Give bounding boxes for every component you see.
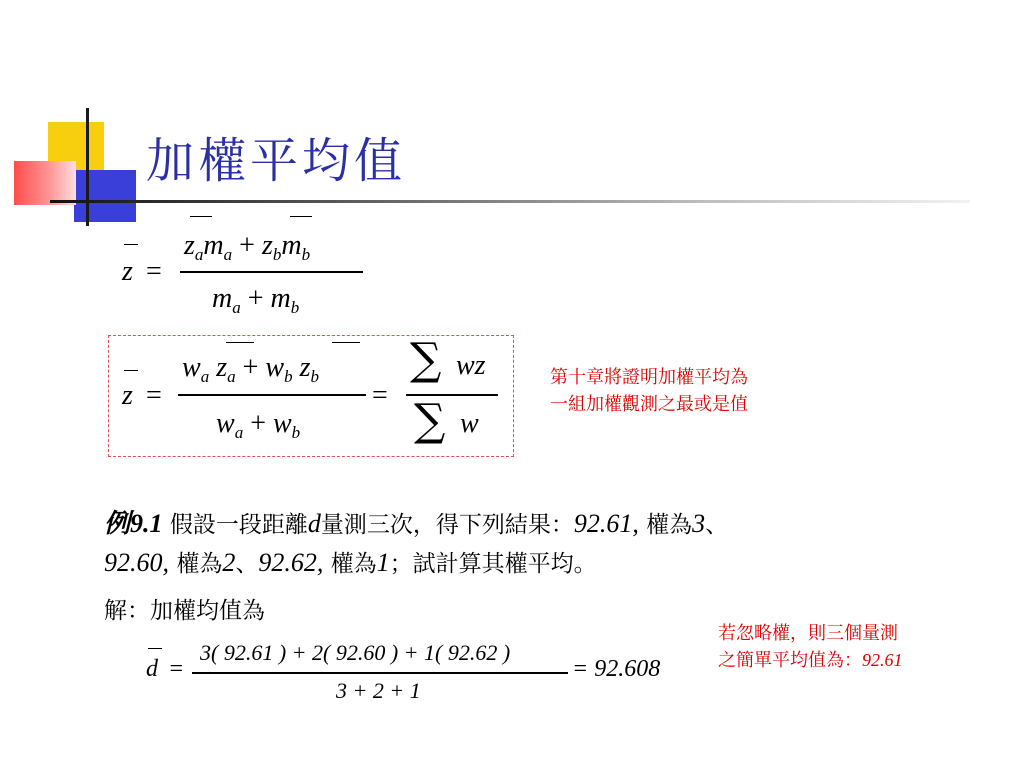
note-line: 一組加權觀測之最或是值: [550, 394, 748, 415]
sum-denominator: w: [460, 408, 479, 439]
solution-numerator: 3( 92.61 ) + 2( 92.60 ) + 1( 92.62 ): [200, 640, 511, 665]
slide-title: 加權平均值: [146, 133, 407, 189]
formula2-eq2: =: [372, 380, 388, 411]
example-label: 例9.1: [104, 509, 163, 538]
overbar: [124, 370, 138, 371]
solution-denominator: 3 + 2 + 1: [336, 678, 421, 703]
example-line-2: 92.60, 權為2、92.62, 權為1；試計算其權平均。: [104, 548, 597, 577]
solution-eq: =: [168, 656, 185, 682]
formula2-denominator: $w_a + w_b$: [216, 408, 301, 442]
note-theorem: [550, 364, 748, 418]
example-line-1: 例9.1 假設一段距離d量測三次，得下列結果：92.61, 權為3、: [104, 509, 729, 538]
overbar: [148, 648, 162, 649]
formula2-numerator: $w_a$ $z_a + w_b$ $z_b$: [182, 352, 319, 386]
solution-lhs: d: [146, 656, 158, 682]
note-line: 第十章將證明加權平均為: [550, 367, 748, 388]
decor-vertical-line: [86, 108, 89, 226]
formula1-denominator: $m_a + m_b$: [212, 283, 300, 317]
decor-red-square: [14, 161, 76, 205]
overbar: [190, 216, 212, 217]
decor-blue-square: [74, 170, 136, 222]
formula2-lhs: z: [122, 380, 133, 411]
formula1-eq: =: [146, 256, 162, 287]
solution-label: 解：加權均值為: [104, 598, 265, 624]
note-simple-average: [718, 620, 903, 674]
sum-numerator: wz: [456, 350, 486, 381]
overbar: [124, 244, 138, 245]
fraction-line: [180, 271, 363, 273]
formula1-lhs: z: [122, 256, 133, 287]
fraction-line: [192, 672, 568, 674]
overbar: [226, 342, 254, 343]
note-line: 若忽略權，則三個量測: [718, 623, 898, 644]
title-underline: [50, 200, 970, 203]
overbar: [290, 216, 312, 217]
formula1-numerator: $z_am_a + z_bm_b$: [184, 230, 311, 264]
sum-symbol: ∑: [410, 334, 442, 385]
formula2-eq: =: [146, 380, 162, 411]
overbar: [332, 342, 360, 343]
fraction-line: [178, 394, 366, 396]
sum-symbol: ∑: [414, 395, 446, 446]
note-line: 之簡單平均值為：92.61: [718, 650, 903, 671]
solution-result: = 92.608: [572, 656, 661, 682]
